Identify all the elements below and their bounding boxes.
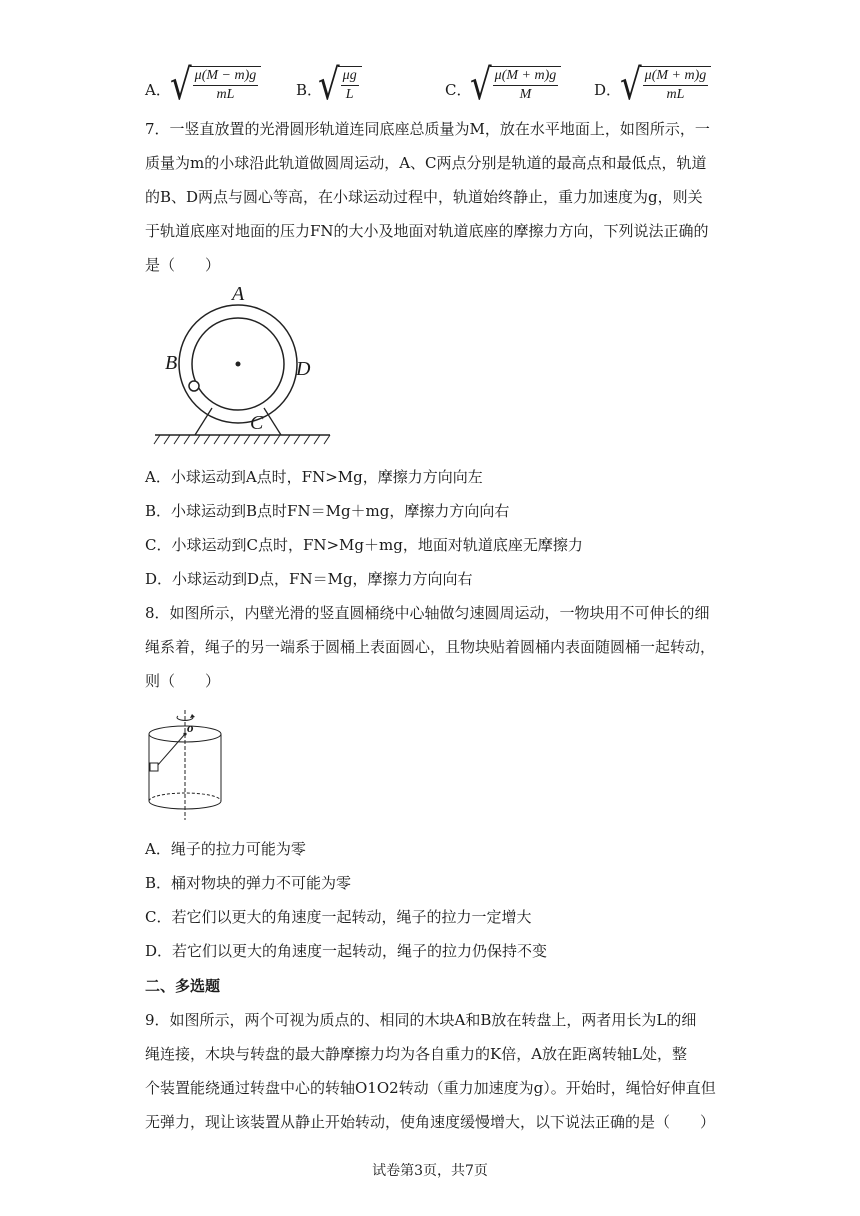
q8-option-b: B．桶对物块的弹力不可能为零 [145,874,352,892]
q7-option-a: A．小球运动到A点时，FN>Mg，摩擦力方向向左 [145,468,483,486]
q6-option-a-label: A． [145,81,171,99]
q9-stem-line-1: 9．如图所示，两个可视为质点的、相同的木块A和B放在转盘上，两者用长为L的细 [145,1011,697,1029]
q7-fig-label-c: C [250,412,264,434]
q6-option-b-denominator: L [345,87,354,102]
q7-stem-line-3: 的B、D两点与圆心等高，在小球运动过程中，轨道始终静止，重力加速度为g，则关 [145,188,703,206]
q6-option-c-denominator: M [519,87,532,102]
q7-stem-line-4: 于轨道底座对地面的压力FN的大小及地面对轨道底座的摩擦力方向，下列说法正确的 [145,222,709,240]
q8-option-c: C．若它们以更大的角速度一起转动，绳子的拉力一定增大 [145,908,532,926]
page-footer: 试卷第3页，共7页 [372,1163,488,1179]
q9-stem-line-2: 绳连接，木块与转盘的最大静摩擦力均为各自重力的K倍，A放在距离转轴L处，整 [145,1045,688,1063]
q7-option-c: C．小球运动到C点时，FN>Mg＋mg，地面对轨道底座无摩擦力 [145,536,583,554]
q7-fig-label-a: A [232,283,245,305]
q8-stem-line-2: 绳系着，绳子的另一端系于圆桶上表面圆心，且物块贴着圆桶内表面随圆桶一起转动， [145,638,716,656]
q7-track-svg [150,282,340,452]
q8-option-a: A．绳子的拉力可能为零 [145,840,306,858]
q6-option-b-numerator: μg [341,67,359,86]
q8-fig-label-o: o [187,720,194,735]
q7-track-figure [150,282,340,452]
q7-stem-line-2: 质量为m的小球沿此轨道做圆周运动，A、C两点分别是轨道的最高点和最低点，轨道 [145,154,707,172]
q7-stem-line-1: 7．一竖直放置的光滑圆形轨道连同底座总质量为M，放在水平地面上，如图所示，一 [145,120,710,138]
section-multiple-choice-heading: 二、多选题 [145,977,221,995]
q8-stem-line-1: 8．如图所示，内壁光滑的竖直圆桶绕中心轴做匀速圆周运动，一物块用不可伸长的细 [145,604,710,622]
q8-cylinder-figure [140,708,240,823]
q6-option-a-denominator: mL [216,87,235,102]
q7-option-b: B．小球运动到B点时FN＝Mg＋mg，摩擦力方向向右 [145,502,510,520]
q9-stem-line-4: 无弹力，现让该装置从静止开始转动，使角速度缓慢增大，以下说法正确的是（ ） [145,1113,716,1131]
q6-option-d-denominator: mL [666,87,685,102]
q8-option-d: D．若它们以更大的角速度一起转动，绳子的拉力仍保持不变 [145,942,548,960]
q7-stem-line-5: 是（ ） [145,256,221,274]
q9-stem-line-3: 个装置能绕通过转盘中心的转轴O1O2转动（重力加速度为g）。开始时，绳恰好伸直但 [145,1079,716,1097]
q6-option-d-numerator: μ(M + m)g [643,67,709,86]
q7-fig-label-d: D [296,358,311,380]
q6-option-c-formula: √ $\frac{\mu(M + m)g}{M}$ [470,66,561,104]
q7-fig-label-b: B [165,352,178,374]
q7-option-d: D．小球运动到D点，FN＝Mg，摩擦力方向向右 [145,570,473,588]
q6-option-a-formula: √ $\frac{\mu(M - m)g}{mL}$ [170,66,261,104]
q6-option-b-label: B． [296,81,323,99]
q8-stem-line-3: 则（ ） [145,672,221,690]
q6-option-d-formula: √ $\frac{\mu(M + m)g}{mL}$ [620,66,711,104]
q6-option-b-formula: √ $\frac{\mu g}{L}$ [318,66,362,104]
q6-option-d-label: D． [594,81,622,99]
q6-option-a-numerator: μ(M − m)g [193,67,259,86]
q6-option-c-numerator: μ(M + m)g [493,67,559,86]
q6-option-c-label: C． [445,81,472,99]
